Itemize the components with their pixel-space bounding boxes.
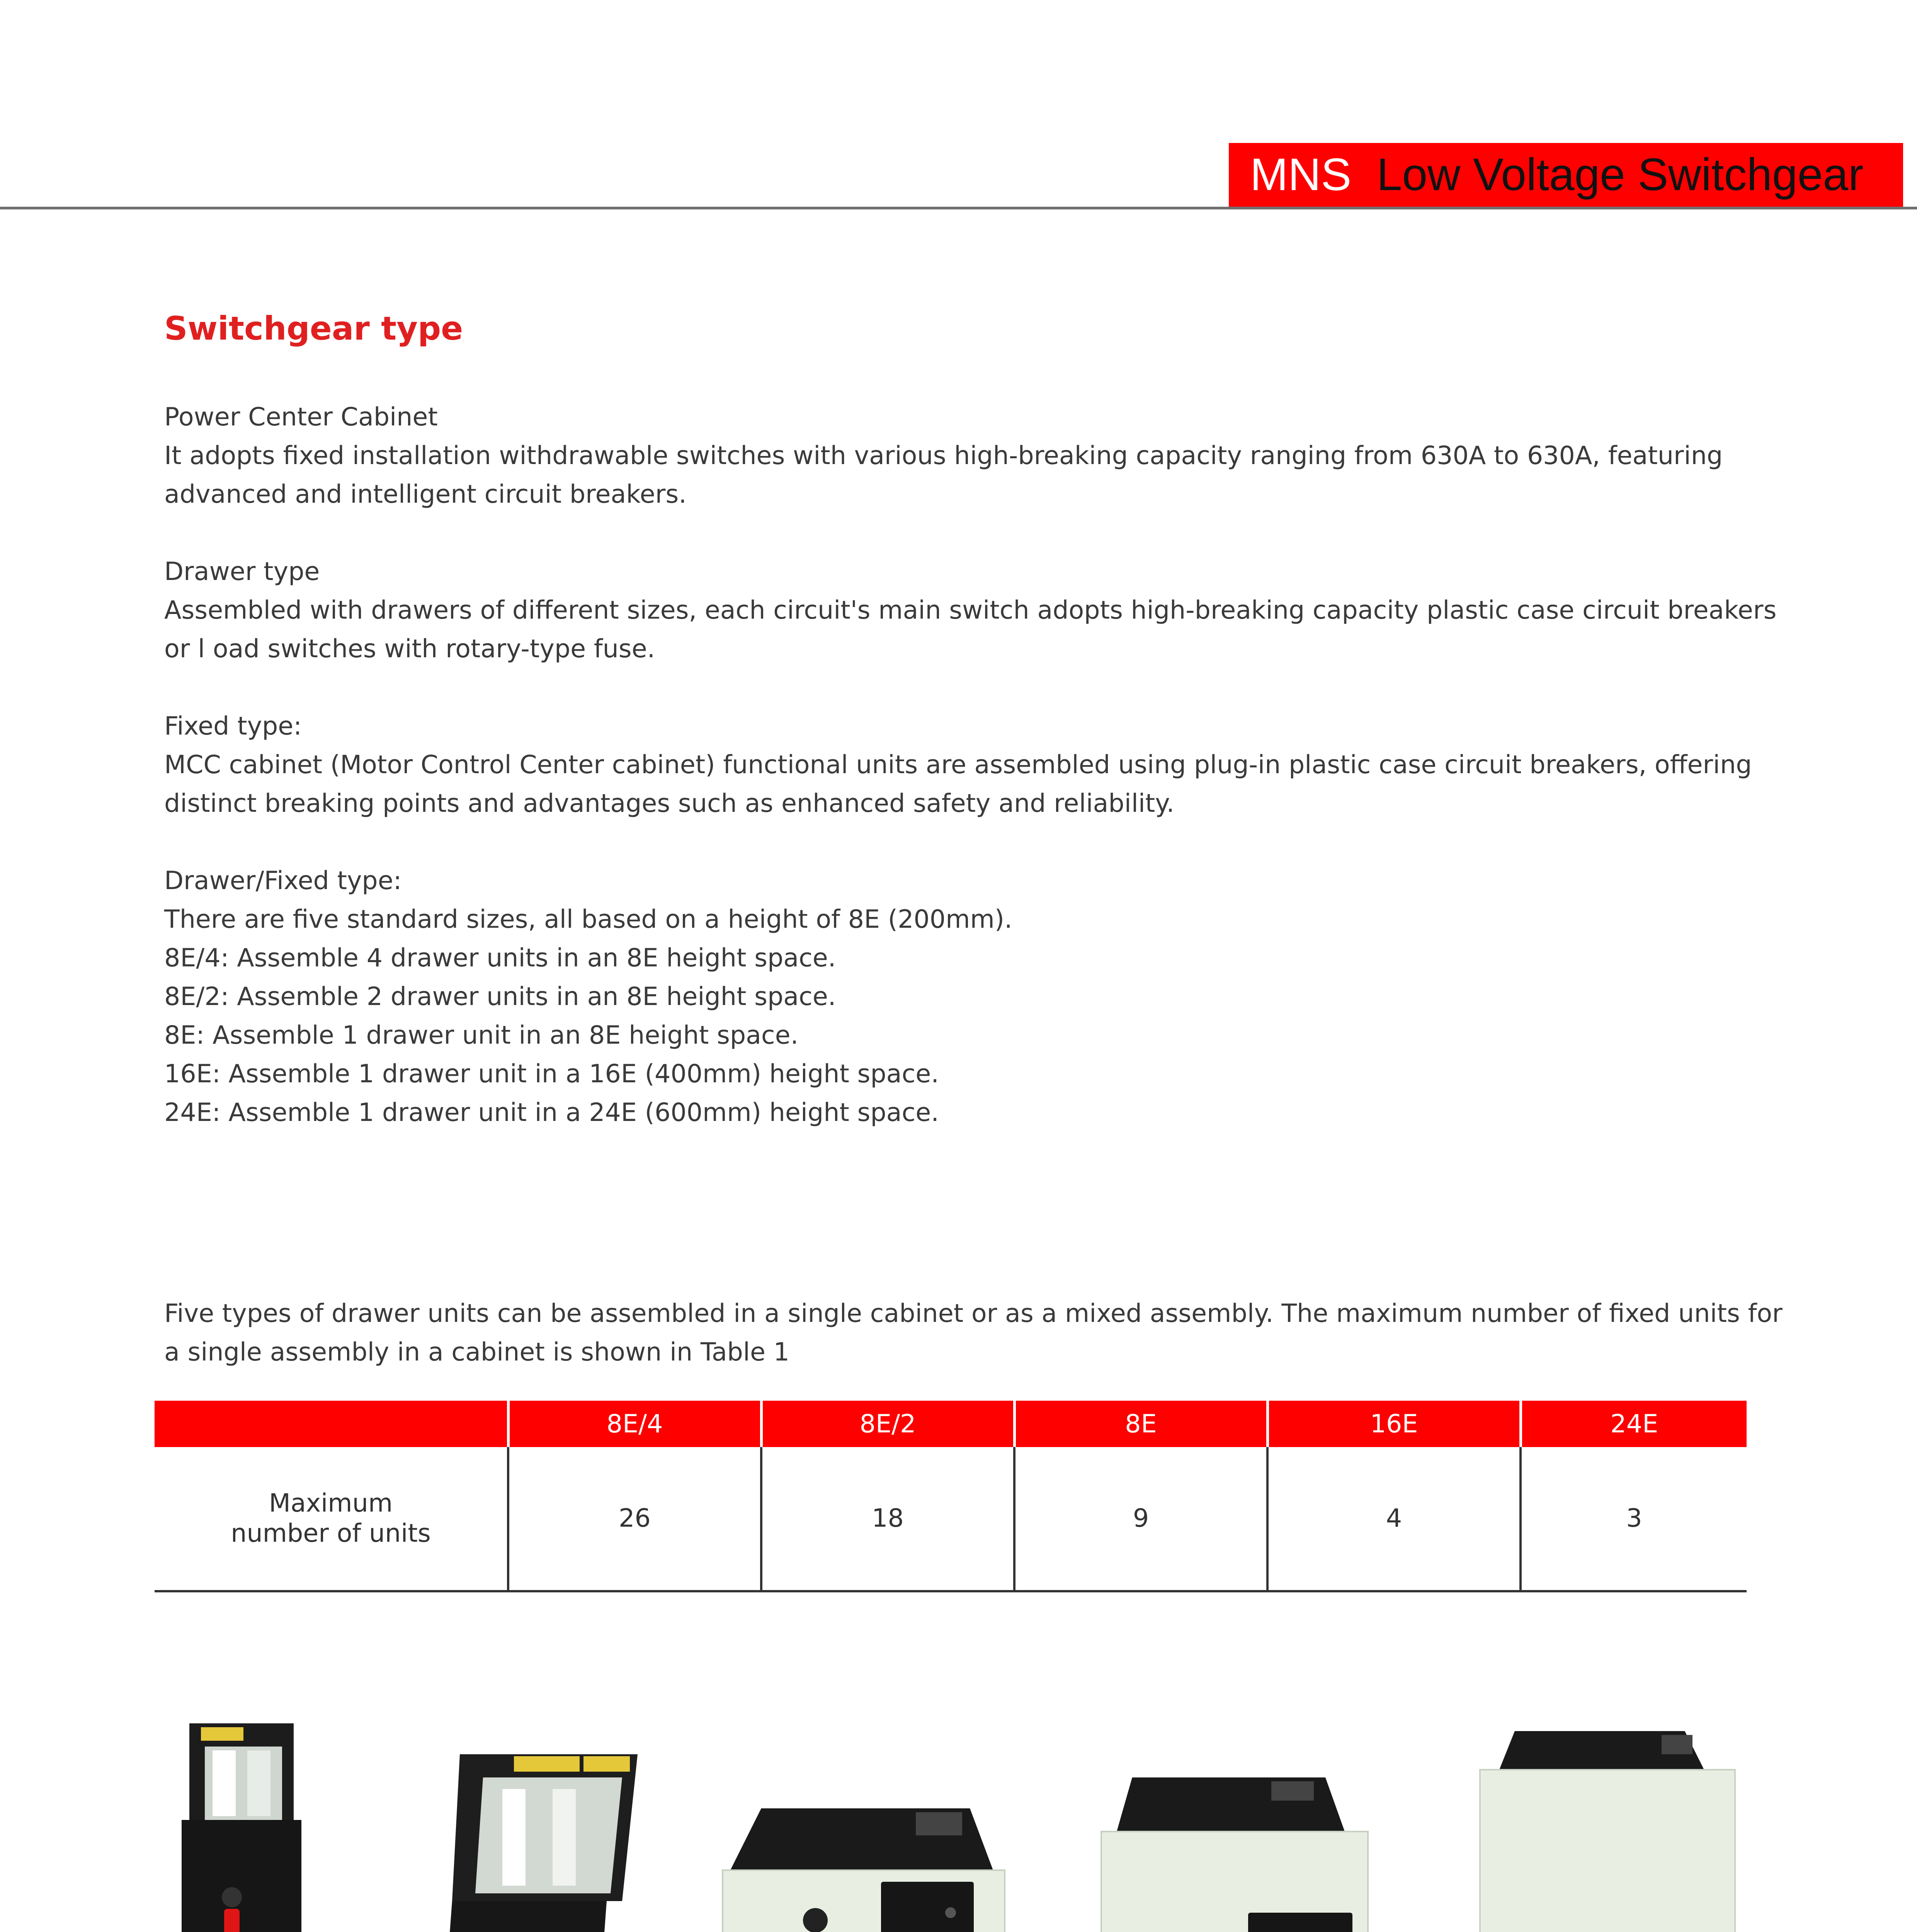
table-cell: 3 (1521, 1447, 1747, 1591)
table-cell: 4 (1267, 1447, 1521, 1591)
paragraph-line: Five types of drawer units can be assembled in a single cabinet or as a mixed assembly. The maximum number of fixed units for (164, 1299, 1783, 1328)
paragraph-line: MCC cabinet (Motor Control Center cabinet) functional units are assembled using plug-in plastic case circuit breakers, offering (164, 750, 1752, 779)
table-header-cell: 24E (1521, 1401, 1747, 1447)
paragraph-power-center (164, 398, 1752, 514)
drawer-8e4-image (174, 1716, 313, 1932)
paragraph-line: It adopts fixed installation withdrawable switches with various high-breaking capacity ranging from 630A to 630A, featuring (164, 441, 1723, 470)
header-title-mns: MNS (1250, 149, 1352, 200)
header-rule (0, 207, 1917, 209)
paragraph-drawer-fixed-type (164, 862, 1752, 1132)
drawer-8e-image (715, 1804, 1009, 1932)
table-header-cell (155, 1401, 508, 1447)
drawer-8e2-image (437, 1739, 661, 1932)
table-header-row (155, 1401, 1747, 1447)
table-header-cell: 16E (1267, 1401, 1521, 1447)
drawer-16e-image (1094, 1774, 1372, 1932)
paragraph-line: 8E: Assemble 1 drawer unit in an 8E height space. (164, 1021, 799, 1050)
paragraph-line: Assembled with drawers of different sizes, each circuit's main switch adopts high-breaking capacity plastic case circuit breakers (164, 596, 1777, 625)
paragraph-line: or l oad switches with rotary-type fuse. (164, 634, 655, 663)
paragraph-line: 24E: Assemble 1 drawer unit in a 24E (600mm) height space. (164, 1098, 939, 1127)
paragraph-line: 16E: Assemble 1 drawer unit in a 16E (400mm) height space. (164, 1060, 939, 1088)
drawer-24e-image (1468, 1727, 1747, 1932)
row-label (155, 1447, 508, 1591)
row-label-line: number of units (231, 1519, 431, 1548)
paragraph-title: Drawer/Fixed type: (164, 866, 402, 895)
paragraph-line: distinct breaking points and advantages such as enhanced safety and reliability. (164, 789, 1175, 818)
table-header-cell: 8E/2 (761, 1401, 1014, 1447)
header-title-rest: Low Voltage Switchgear (1376, 149, 1864, 200)
header-banner (1229, 143, 1903, 207)
row-label-line: Maximum (269, 1489, 393, 1518)
paragraph-line: advanced and intelligent circuit breakers. (164, 480, 687, 509)
paragraph-title: Power Center Cabinet (164, 403, 438, 432)
paragraph-line: a single assembly in a cabinet is shown in Table 1 (164, 1338, 789, 1367)
max-units-table (155, 1401, 1747, 1592)
table-cell: 9 (1014, 1447, 1267, 1591)
paragraph-fixed-type (164, 707, 1752, 823)
table-cell: 26 (508, 1447, 761, 1591)
paragraph-title: Fixed type: (164, 712, 302, 741)
table-cell: 18 (761, 1447, 1014, 1591)
table-row (155, 1447, 1747, 1591)
table-header-cell: 8E/4 (508, 1401, 761, 1447)
paragraph-title: Drawer type (164, 557, 320, 586)
section-heading: Switchgear type (164, 310, 463, 347)
table-header-cell: 8E (1014, 1401, 1267, 1447)
paragraph-line: 8E/4: Assemble 4 drawer units in an 8E height space. (164, 944, 836, 973)
paragraph-drawer-type (164, 553, 1777, 668)
paragraph-table-intro (164, 1294, 1783, 1372)
paragraph-line: There are five standard sizes, all based on a height of 8E (200mm). (164, 905, 1012, 934)
paragraph-line: 8E/2: Assemble 2 drawer units in an 8E height space. (164, 982, 836, 1011)
